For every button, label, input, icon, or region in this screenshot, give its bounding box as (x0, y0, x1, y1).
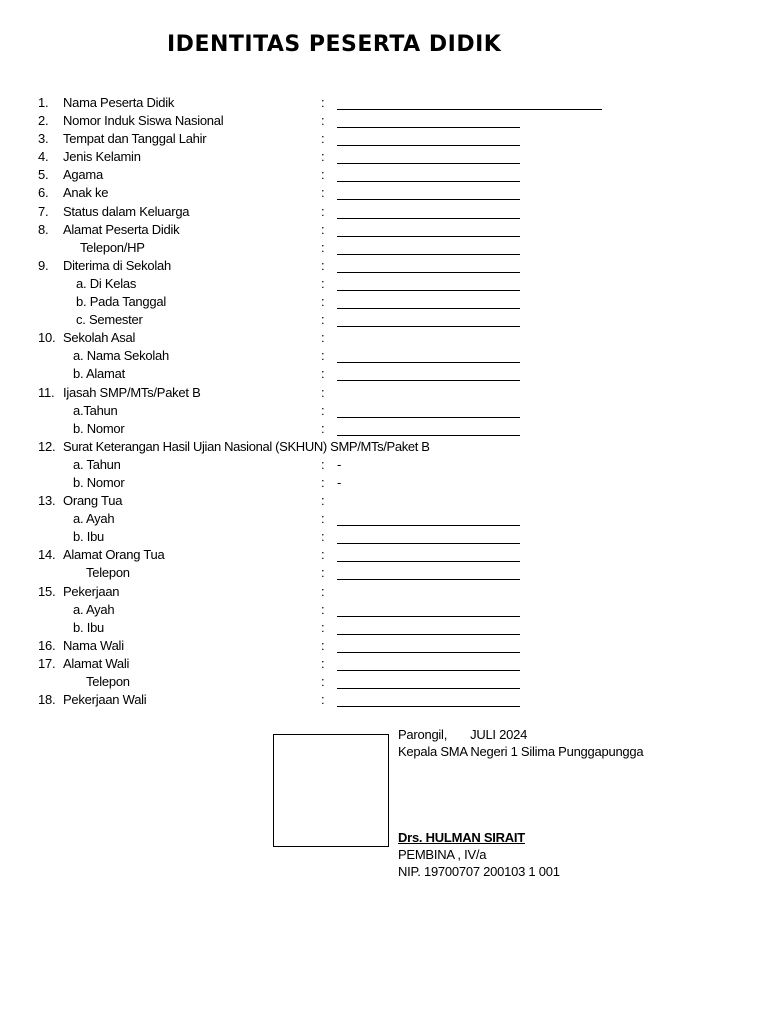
row-label: Nama Wali (63, 637, 124, 653)
fill-in-line[interactable] (337, 362, 520, 363)
fill-in-line[interactable] (337, 272, 520, 273)
row-number: 10. (38, 330, 56, 346)
row-colon: : (321, 294, 325, 310)
row-colon: : (321, 113, 325, 129)
row-colon: : (321, 275, 325, 291)
fill-in-line[interactable] (337, 417, 520, 418)
row-number: 11. (38, 384, 55, 400)
form-row (0, 637, 768, 655)
form-row (0, 184, 768, 202)
form-row (0, 546, 768, 564)
row-colon: : (321, 493, 325, 509)
row-label: a.Tahun (73, 402, 118, 418)
form-row (0, 510, 768, 528)
row-label: Alamat Peserta Didik (63, 221, 180, 237)
row-colon: : (321, 601, 325, 617)
form-row (0, 492, 768, 510)
fill-in-line[interactable] (337, 199, 520, 200)
row-label: Agama (63, 167, 103, 183)
row-colon: : (321, 402, 325, 418)
signature-name: Drs. HULMAN SIRAIT (398, 830, 525, 845)
row-colon: : (321, 692, 325, 708)
row-number: 5. (38, 167, 49, 183)
row-number: 18. (38, 692, 56, 708)
form-row (0, 239, 768, 257)
form-row (0, 329, 768, 347)
signature-place-date (398, 726, 527, 743)
signature-rank: PEMBINA , IV/a (398, 847, 487, 862)
form-row (0, 601, 768, 619)
row-number: 4. (38, 149, 49, 165)
form-row (0, 311, 768, 329)
page-title: IDENTITAS PESERTA DIDIK (167, 32, 502, 57)
row-label: b. Nomor (73, 474, 125, 490)
row-label: Alamat Orang Tua (63, 547, 165, 563)
photo-box (273, 734, 389, 847)
fill-in-line[interactable] (337, 670, 520, 671)
form-row (0, 474, 768, 492)
fill-in-line[interactable] (337, 579, 520, 580)
row-number: 6. (38, 185, 49, 201)
row-number: 13. (38, 493, 56, 509)
row-label: a. Ayah (73, 601, 115, 617)
row-colon: : (321, 474, 325, 490)
row-colon: : (321, 366, 325, 382)
row-colon: : (321, 185, 325, 201)
row-colon: : (321, 511, 325, 527)
row-colon: : (321, 565, 325, 581)
row-label: Pekerjaan Wali (63, 692, 147, 708)
fill-in-line[interactable] (337, 218, 520, 219)
row-label: Pekerjaan (63, 583, 120, 599)
row-colon: : (321, 547, 325, 563)
form-row (0, 456, 768, 474)
row-number: 7. (38, 203, 49, 219)
fill-in-line[interactable] (337, 290, 520, 291)
fill-in-line[interactable] (337, 561, 520, 562)
form-row (0, 94, 768, 112)
row-label: Alamat Wali (63, 655, 130, 671)
row-colon: : (321, 167, 325, 183)
form-row (0, 564, 768, 582)
form-row (0, 130, 768, 148)
row-colon: : (321, 420, 325, 436)
row-colon: : (321, 529, 325, 545)
form-row (0, 148, 768, 166)
identity-form (0, 94, 768, 709)
signature-place: Parongil, (398, 727, 448, 742)
form-row (0, 275, 768, 293)
row-number: 12. (38, 438, 56, 454)
form-row (0, 257, 768, 275)
fill-in-line[interactable] (337, 616, 520, 617)
form-row (0, 583, 768, 601)
row-colon: : (321, 384, 325, 400)
row-label: b. Ibu (73, 529, 105, 545)
form-row (0, 112, 768, 130)
form-row (0, 166, 768, 184)
signature-nip: NIP. 19700707 200103 1 001 (398, 864, 560, 879)
row-label: b. Pada Tanggal (76, 294, 166, 310)
row-colon: : (321, 221, 325, 237)
form-row (0, 347, 768, 365)
form-row (0, 365, 768, 383)
row-number: 8. (38, 221, 49, 237)
row-number: 9. (38, 257, 49, 273)
fill-in-line[interactable] (337, 634, 520, 635)
row-label: Nomor Induk Siswa Nasional (63, 113, 224, 129)
row-label: Orang Tua (63, 493, 123, 509)
fill-in-line[interactable] (337, 688, 520, 689)
form-row (0, 528, 768, 546)
row-colon: : (321, 655, 325, 671)
fill-in-line[interactable] (337, 525, 520, 526)
row-colon: : (321, 637, 325, 653)
row-colon: : (321, 239, 325, 255)
row-number: 16. (38, 637, 56, 653)
form-row (0, 655, 768, 673)
row-colon: : (321, 674, 325, 689)
fill-in-line[interactable] (337, 380, 520, 381)
form-row (0, 293, 768, 311)
row-colon: : (321, 456, 325, 472)
row-colon: : (321, 131, 325, 147)
fill-in-line[interactable] (337, 109, 602, 110)
row-label: Telepon (86, 674, 130, 689)
form-row (0, 384, 768, 402)
form-row (0, 402, 768, 420)
form-row (0, 221, 768, 239)
row-value: - (337, 474, 342, 490)
form-row (0, 673, 768, 691)
row-label: Tempat dan Tanggal Lahir (63, 131, 207, 147)
row-label: Nama Peserta Didik (63, 95, 175, 110)
row-label: Ijasah SMP/MTs/Paket B (63, 384, 201, 400)
fill-in-line[interactable] (337, 308, 520, 309)
row-colon: : (321, 203, 325, 219)
form-row (0, 420, 768, 438)
fill-in-line[interactable] (337, 236, 520, 237)
row-label: b. Alamat (73, 366, 125, 382)
fill-in-line[interactable] (337, 652, 520, 653)
row-label: Sekolah Asal (63, 330, 136, 346)
fill-in-line[interactable] (337, 254, 520, 255)
row-number: 2. (38, 113, 49, 129)
row-label: a. Di Kelas (76, 275, 137, 291)
row-colon: : (321, 583, 325, 599)
row-label: Anak ke (63, 185, 109, 201)
fill-in-line[interactable] (337, 435, 520, 436)
row-colon: : (321, 330, 325, 346)
row-label: Telepon/HP (80, 239, 145, 255)
row-colon: : (321, 619, 325, 635)
form-row (0, 691, 768, 709)
row-label: Surat Keterangan Hasil Ujian Nasional (SKHUN) SMP/MTs/Paket B (63, 438, 430, 454)
fill-in-line[interactable] (337, 127, 520, 128)
row-colon: : (321, 95, 325, 110)
row-number: 17. (38, 655, 56, 671)
row-label: Status dalam Keluarga (63, 203, 190, 219)
signature-position: Kepala SMA Negeri 1 Silima Punggapungga (398, 744, 644, 759)
row-number: 3. (38, 131, 49, 147)
row-label: a. Tahun (73, 456, 121, 472)
form-row (0, 619, 768, 637)
row-colon: : (321, 257, 325, 273)
row-number: 15. (38, 583, 56, 599)
fill-in-line[interactable] (337, 163, 520, 164)
row-colon: : (321, 348, 325, 364)
row-label: a. Nama Sekolah (73, 348, 169, 364)
form-row (0, 203, 768, 221)
form-row (0, 438, 768, 456)
row-number: 1. (38, 95, 49, 110)
row-colon: : (321, 312, 325, 328)
fill-in-line[interactable] (337, 706, 520, 707)
row-label: a. Ayah (73, 511, 115, 527)
fill-in-line[interactable] (337, 181, 520, 182)
row-value: - (337, 456, 342, 472)
row-label: Diterima di Sekolah (63, 257, 171, 273)
row-label: Jenis Kelamin (63, 149, 141, 165)
row-label: c. Semester (76, 312, 143, 328)
fill-in-line[interactable] (337, 543, 520, 544)
fill-in-line[interactable] (337, 145, 520, 146)
row-label: b. Ibu (73, 619, 105, 635)
fill-in-line[interactable] (337, 326, 520, 327)
row-number: 14. (38, 547, 56, 563)
signature-date: JULI 2024 (470, 727, 528, 742)
row-label: b. Nomor (73, 420, 125, 436)
row-label: Telepon (86, 565, 130, 581)
row-colon: : (321, 149, 325, 165)
